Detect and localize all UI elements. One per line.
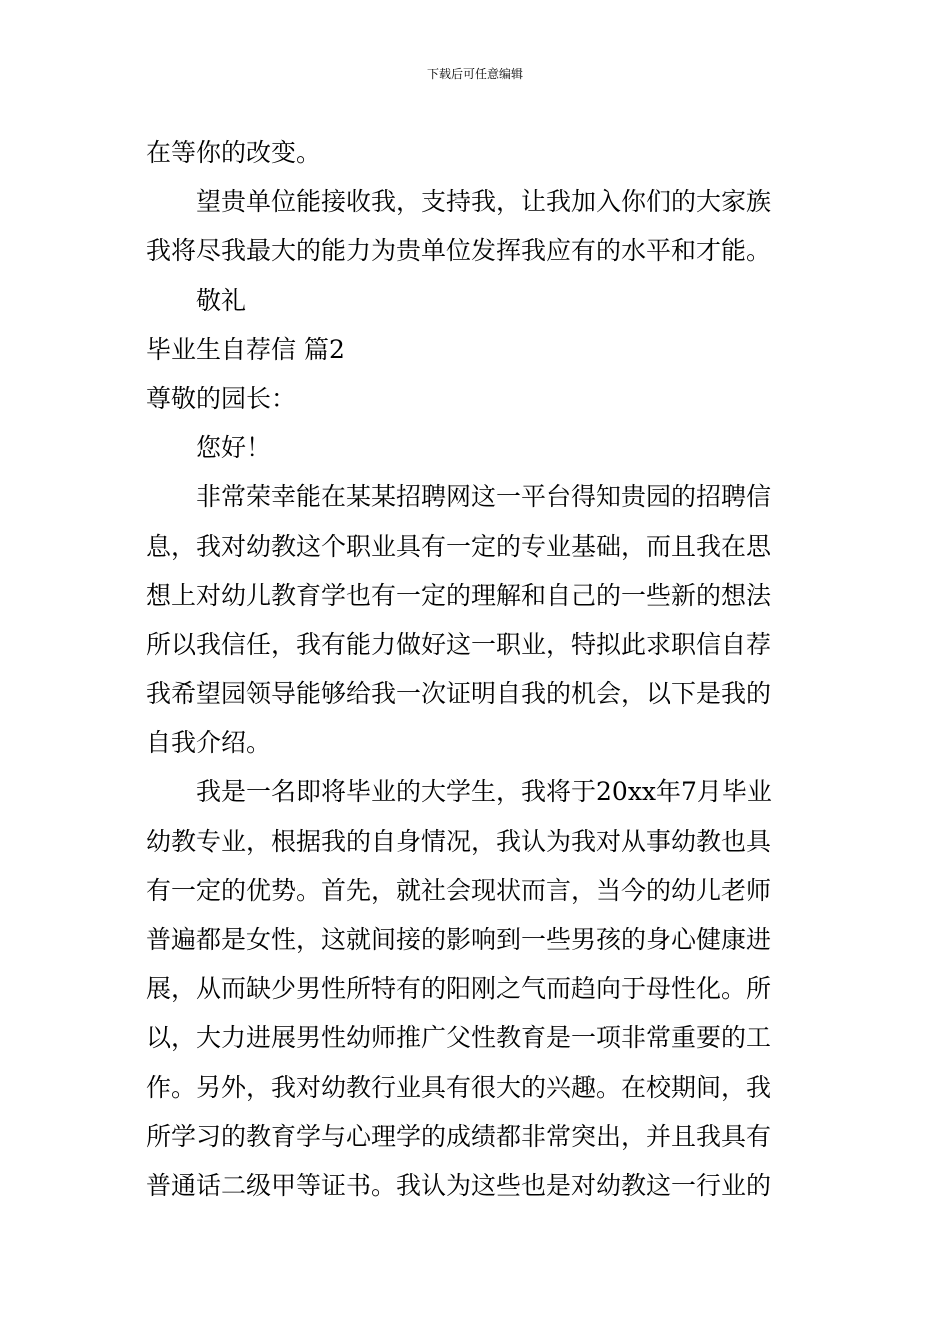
text-line-8: 非常荣幸能在某某招聘网这一平台得知贵园的招聘信 [196,482,772,512]
page-header: 下载后可任意编辑 [426,67,523,81]
text-line-13: 自我介绍。 [146,728,272,758]
text-line-21: 所学习的教育学与心理学的成绩都非常突出，并且我具有 [146,1121,772,1151]
text-line-12: 我希望园领导能够给我一次证明自我的机会，以下是我的 [146,679,772,709]
text-line-14: 我是一名即将毕业的大学生，我将于20xx年7月毕业 [196,777,772,807]
text-line-18: 展，从而缺少男性所特有的阳刚之气而趋向于母性化。所 [146,974,772,1004]
text-line-10: 想上对幼儿教育学也有一定的理解和自己的一些新的想法 [146,580,772,610]
text-line-2: 望贵单位能接收我，支持我，让我加入你们的大家族 [196,187,772,217]
closing-salutation: 敬礼 [196,285,247,315]
section-title: 毕业生自荐信 篇2 [146,334,345,364]
text-line-9: 息，我对幼教这个职业具有一定的专业基础，而且我在思 [146,531,772,561]
text-line-16: 有一定的优势。首先，就社会现状而言，当今的幼儿老师 [146,875,772,905]
letter-addressee: 尊敬的园长： [146,383,297,413]
letter-greeting: 您好！ [196,433,272,463]
text-line-1: 在等你的改变。 [146,138,322,167]
text-line-17: 普遍都是女性，这就间接的影响到一些男孩的身心健康进 [146,925,772,954]
text-line-19: 以，大力进展男性幼师推广父性教育是一项非常重要的工 [146,1023,772,1053]
document-body [146,128,826,1210]
text-line-3: 我将尽我最大的能力为贵单位发挥我应有的水平和才能。 [146,236,772,266]
text-line-11: 所以我信任，我有能力做好这一职业，特拟此求职信自荐 [146,629,772,659]
text-line-15: 幼教专业，根据我的自身情况，我认为我对从事幼教也具 [146,826,772,856]
text-line-22: 普通话二级甲等证书。我认为这些也是对幼教这一行业的 [146,1170,772,1200]
text-line-20: 作。另外，我对幼教行业具有很大的兴趣。在校期间，我 [146,1072,772,1102]
